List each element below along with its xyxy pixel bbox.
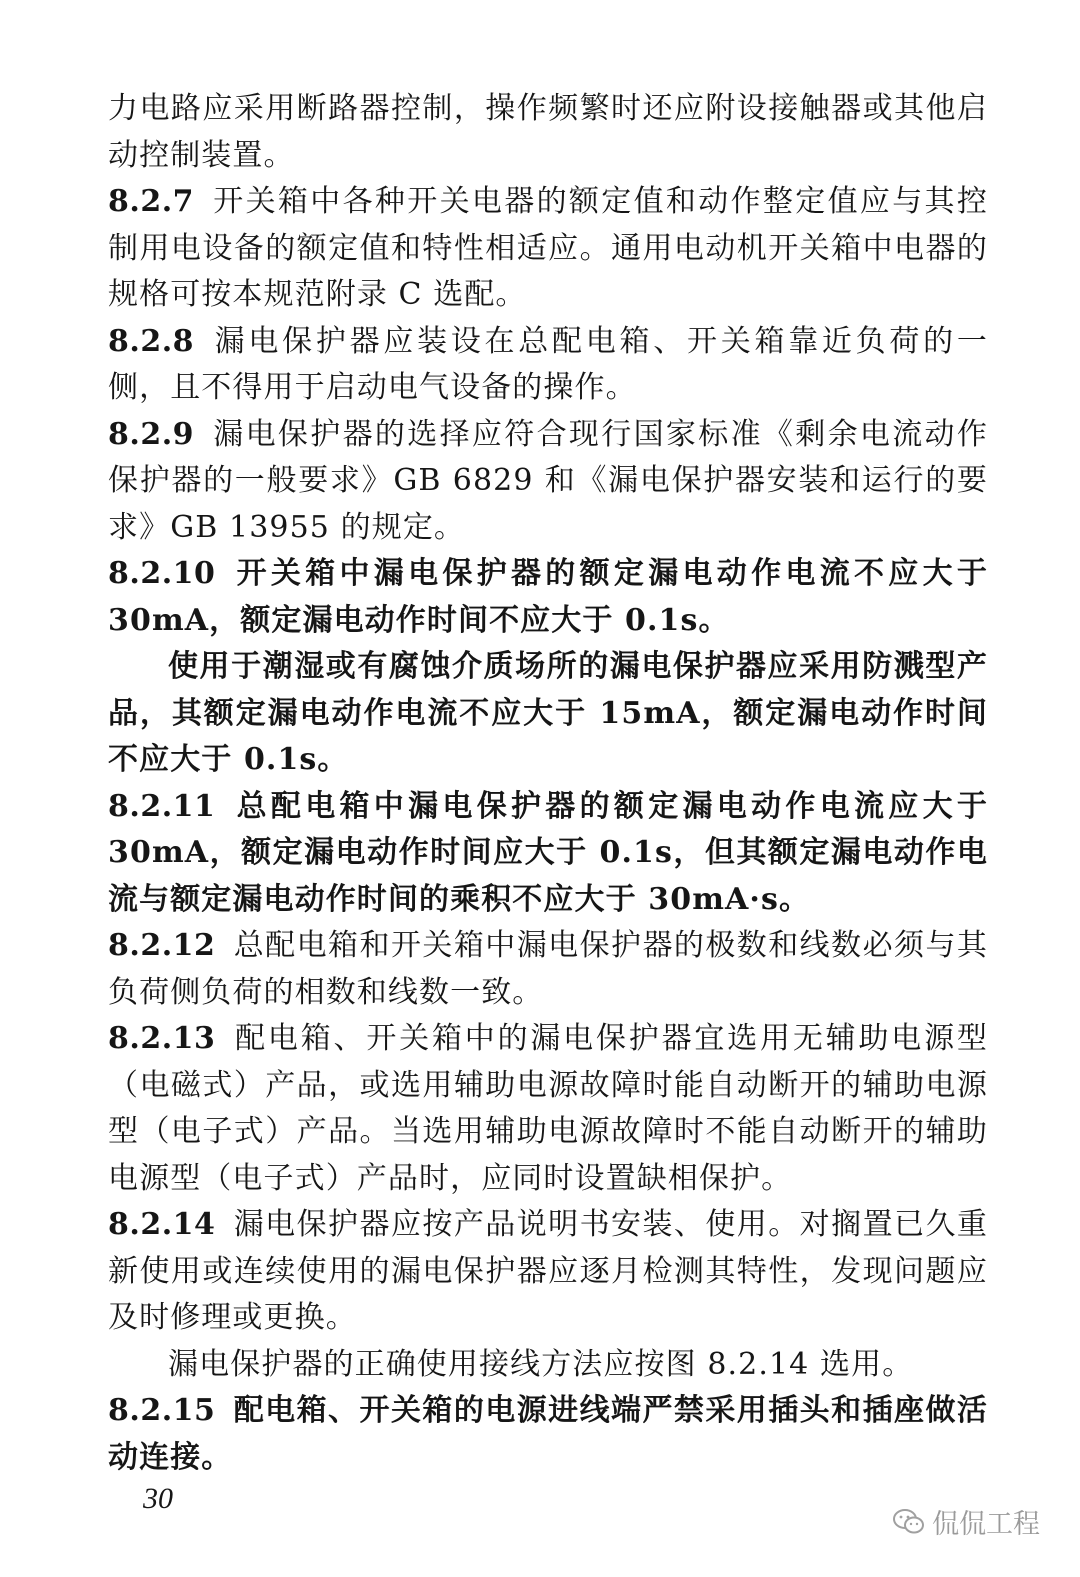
clause-8-2-10-continued	[108, 644, 988, 784]
clause-text: 开关箱中漏电保护器的额定漏电动作电流不应大于 30mA，额定漏电动作时间不应大于 0.1s。	[108, 556, 988, 638]
paragraph-0	[108, 86, 988, 179]
clause-8-2-11	[108, 784, 988, 924]
clause-number: 8.2.13	[108, 1021, 216, 1056]
clause-text: 漏电保护器的选择应符合现行国家标准《剩余电流动作保护器的一般要求》GB 6829 和《漏电保护器安装和运行的要求》GB 13955 的规定。	[108, 416, 988, 545]
clause-number: 8.2.8	[108, 323, 195, 359]
clause-number: 8.2.10	[108, 556, 216, 591]
page-number: 30	[143, 1482, 173, 1515]
watermark	[892, 1502, 1040, 1541]
clause-text: 总配电箱和开关箱中漏电保护器的极数和线数必须与其负荷侧负荷的相数和线数一致。	[108, 928, 988, 1010]
clause-8-2-10	[108, 551, 988, 644]
clause-8-2-7	[108, 179, 988, 319]
clause-8-2-9	[108, 412, 988, 552]
clause-8-2-14-continued	[108, 1342, 988, 1389]
page-body	[108, 86, 988, 1481]
clause-8-2-14	[108, 1202, 988, 1342]
paragraph-text: 力电路应采用断路器控制，操作频繁时还应附设接触器或其他启动控制装置。	[108, 91, 988, 173]
clause-text: 漏电保护器应按产品说明书安装、使用。对搁置已久重新使用或连续使用的漏电保护器应逐月检测其特性，发现问题应及时修理或更换。	[108, 1207, 988, 1335]
clause-number: 8.2.9	[108, 416, 195, 452]
watermark-text: 侃侃工程	[932, 1509, 1040, 1540]
clause-number: 8.2.11	[108, 788, 216, 824]
paragraph-text: 漏电保护器的正确使用接线方法应按图 8.2.14 选用。	[168, 1346, 914, 1382]
clause-text: 开关箱中各种开关电器的额定值和动作整定值应与其控制用电设备的额定值和特性相适应。通用电动机开关箱中电器的规格可按本规范附录 C 选配。	[108, 184, 988, 312]
clause-number: 8.2.15	[108, 1393, 216, 1428]
clause-8-2-12	[108, 923, 988, 1016]
clause-number: 8.2.7	[108, 184, 195, 219]
clause-8-2-15	[108, 1388, 988, 1481]
clause-text: 总配电箱中漏电保护器的额定漏电动作电流应大于 30mA，额定漏电动作时间应大于 0.1s，但其额定漏电动作电流与额定漏电动作时间的乘积不应大于 30mA·s。	[108, 788, 988, 917]
clause-8-2-13	[108, 1016, 988, 1202]
clause-text: 配电箱、开关箱中的漏电保护器宜选用无辅助电源型（电磁式）产品，或选用辅助电源故障时能自动断开的辅助电源型（电子式）产品。当选用辅助电源故障时不能自动断开的辅助电源型（电子式）产品时，应同时设置缺相保护。	[108, 1021, 988, 1196]
clause-text: 配电箱、开关箱的电源进线端严禁采用插头和插座做活动连接。	[108, 1393, 988, 1475]
clause-number: 8.2.12	[108, 928, 216, 963]
clause-text: 漏电保护器应装设在总配电箱、开关箱靠近负荷的一侧，且不得用于启动电气设备的操作。	[108, 323, 988, 405]
wechat-icon	[892, 1507, 926, 1537]
paragraph-text: 使用于潮湿或有腐蚀介质场所的漏电保护器应采用防溅型产品，其额定漏电动作电流不应大于 15mA，额定漏电动作时间不应大于 0.1s。	[108, 649, 988, 777]
clause-8-2-8	[108, 319, 988, 412]
clause-number: 8.2.14	[108, 1207, 216, 1242]
